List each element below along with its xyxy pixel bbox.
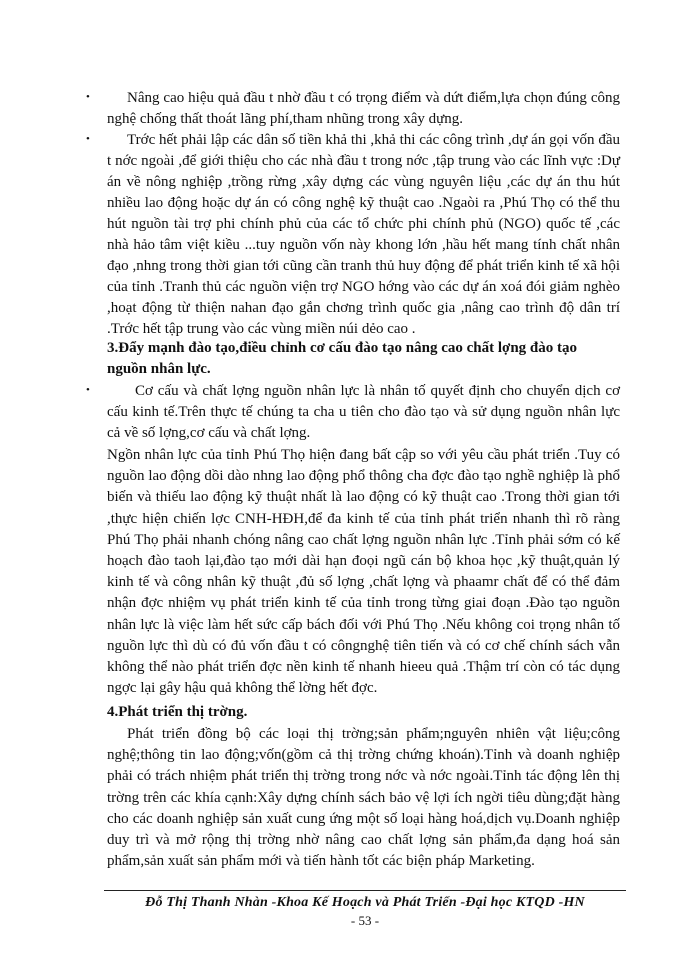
paragraph-text: Cơ cấu và chất lợng nguồn nhân lực là nhân tố quyết định cho chuyển dịch cơ cấu kinh tế.Trên thực tế chúng ta cha u tiên cho đào tạo và sử dụng nguồn nhân lực cả về số lợng,cơ cấu và chất lợng. xyxy=(107,383,620,442)
paragraph-text: Trớc hết phải lập các dân số tiền khả thi ,khả thi các công trình ,dự án gọi vốn đầu t nớc ngoài ,để giới thiệu cho các nhà đầu t trong nớc ,tập trung vào các lĩnh vực :Dự án về nông nghiệp ,trồng rừng ,xây dựng các vùng nguyên liệu ,các dự án thu hút nhiều lao động hoặc dự án có công nghệ kỹ thuật cao .Ngaòi ra ,Phú Thọ có thể thu hút nguồn tài trợ phi chính phủ của các tổ chức phi chính phủ (NGO) quốc tế ,các nhà hảo tâm việt kiều ...tuy nguồn vốn này khong lớn ,hầu hết mang tính chất nhân đạo ,nhng trong thời gian tới cũng cần tranh thủ huy động để phát triển kinh tế xã hội của tỉnh .Tranh thủ các nguồn viện trợ NGO hớng vào các dự án xoá đói giảm nghèo ,hoạt động từ thiện nahan đạo gắn chơng trình quốc gia ,nâng cao trình độ dân trí .Trớc hết tập trung vào các vùng miền núi dẻo cao . xyxy=(107,132,620,337)
paragraph-text: Nâng cao hiệu quả đầu t nhờ đầu t có trọng điểm và dứt điểm,lựa chọn đúng công nghệ chống thất thoát lãng phí,tham nhũng trong xây dựng. xyxy=(107,90,620,127)
footer-author: Đỗ Thị Thanh Nhàn -Khoa Kế Hoạch và Phát Triển -Đại học KTQD -HN xyxy=(145,895,585,910)
paragraph-text: Phát triển đồng bộ các loại thị trờng;sản phẩm;nguyên nhiên vật liệu;công nghệ;thông tin lao động;vốn(gồm cả thị trờng chứng khoán).Tỉnh và doanh nghiệp phải có trách nhiệm phát triển thị trờng trong nớc và nớc ngoài.Tỉnh tác động lên thị trờng trên các khía cạnh:Xây dựng chính sách bảo vệ lợi ích ngời tiêu dùng;đặt hàng cho các doanh nghiệp sản xuất cung ứng một số loại hàng hoá,dịch vụ.Doanh nghiệp duy trì và mở rộng thị trờng nhờ nâng cao chất lợng sản phẩm,đa dạng hoá sản phẩm,sản xuất sản phẩm mới và tiến hành tốt các biện pháp Marketing. xyxy=(107,726,620,870)
bullet-1: • xyxy=(86,91,90,103)
section-heading-3: 3.Đẩy mạnh đào tạo,điều chỉnh cơ cấu đào tạo nâng cao chất lợng đào tạo nguồn nhân lực. xyxy=(107,340,578,377)
paragraph-foreign-investment xyxy=(107,130,620,340)
section-heading-4: 4.Phát triển thị trờng. xyxy=(107,704,248,720)
paragraph-human-resources xyxy=(107,445,620,699)
footer-divider xyxy=(104,890,626,891)
paragraph-text: Ngồn nhân lực của tỉnh Phú Thọ hiện đang bất cập so với yêu cầu phát triển .Tuy có nguồn lao động dồi dào nhng lao động phổ thông cha đợc đào tạo nghề nghiệp là phổ biến và thiếu lao động kỹ thuật nhất là lao động có kỹ thuật cao .Trong thời gian tới ,thực hiện chiến lợc CNH-HĐH,để đa kinh tế của tỉnh phát triển nhanh thì rõ ràng Phú Thọ phải nhanh chóng nâng cao chất lợng nguồn nhân lực .Tỉnh phải sớm có kế hoạch đào taoh lại,đào tạo mới dài hạn đoọi ngũ cán bộ khoa học ,kỹ thuật,quản lý kinh tế và công nhân kỹ thuật ,đủ số lợng ,chất lợng và phaamr chất để có thể đảm nhận đợc nhiệm vụ phát triển kinh tế của tỉnh trong từng giai đoạn .Đào tạo nguồn nhân lực là việc làm hết sức cấp bách đối với Phú Thọ .Nếu không coi trọng nhân tố nguồn lực thì dù có đủ vốn đầu t có côngnghệ tiên tiến và có cơ chế chính sách vẫn không thể nào phát triển đợc nền kinh tế nhanh hieeu quả .Thậm trí còn có tác dụng ngợc lại gây hậu quả không thể lờng hết đợc. xyxy=(107,447,620,697)
paragraph-investment-efficiency xyxy=(107,88,620,130)
paragraph-labor-structure xyxy=(107,381,620,445)
bullet-3: • xyxy=(86,384,90,396)
page-number: - 53 - xyxy=(350,913,380,928)
paragraph-market-development xyxy=(107,724,620,872)
bullet-2: • xyxy=(86,133,90,145)
